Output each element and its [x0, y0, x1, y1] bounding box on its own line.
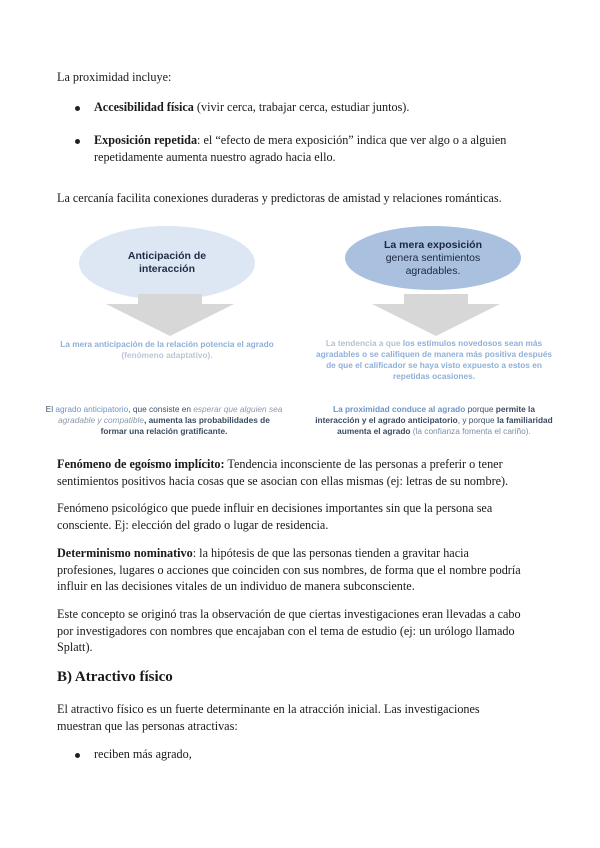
- section-heading: B) Atractivo físico: [57, 669, 173, 685]
- origin-paragraph: Este concepto se originó tras la observación de que ciertas investigaciones eran llevadas a cabo por investigadores con nombres que encajaban con el tema de estudio (ej: un urólogo llamado Splatt).: [57, 607, 521, 654]
- anticipation-bubble: [79, 226, 255, 300]
- nominative-text: : la hipótesis de que las personas tienden a gravitar hacia profesiones, lugares o acciones que coinciden con sus nombres, de forma que el nombre podría influir en las decisiones vitales de un individuo de manera subconsciente.: [57, 546, 521, 593]
- closeness-paragraph: La cercanía facilita conexiones duraderas y predictoras de amistad y relaciones románticas.: [57, 191, 502, 205]
- psych-paragraph: Fenómeno psicológico que puede influir en decisiones importantes sin que la persona sea consciente. Ej: elección del grado o lugar de residencia.: [57, 501, 493, 532]
- exposure-label: [368, 239, 498, 278]
- caption-part: los estímulos novedosos sean más agradables o se califiquen de manera más positiva después de que el calificador se haya visto expuesto a estos en repetidas ocasiones.: [315, 338, 553, 381]
- caption-part: porque: [465, 404, 496, 414]
- bullet-term: Accesibilidad física: [94, 100, 194, 114]
- bullet-text: : el “efecto de mera exposición” indica que ver algo o a alguien repetidamente aumenta nuestro agrado hacia ello.: [94, 133, 507, 164]
- nominative-paragraph: [57, 545, 527, 595]
- caption-part: La tendencia a que: [325, 338, 403, 348]
- proximity-diagram: [45, 222, 555, 448]
- egoism-paragraph: [57, 456, 527, 489]
- caption-part: permite la interacción y el agrado anticipatorio: [315, 404, 535, 425]
- caption-part: (fenómeno adaptativo).: [121, 350, 213, 360]
- exposure-label-rest: genera sentimientos agradables.: [385, 251, 481, 277]
- caption-part: , aumenta las probabilidades de formar una relación gratificante.: [100, 415, 270, 436]
- caption-part: La mera anticipación de la relación potencia el agrado: [60, 339, 274, 349]
- anticipation-caption: [53, 339, 281, 361]
- down-arrow-icon: [100, 292, 240, 338]
- bullet-dot-icon: [75, 753, 80, 758]
- caption-part: agrado anticipatorio: [55, 404, 129, 414]
- egoism-text: Tendencia inconsciente de las personas a preferir o tener sentimientos positivos hacia cosas que se asocian con ellas mismas (ej: letras de su nombre).: [57, 457, 509, 488]
- caption-part: , que consiste en: [128, 404, 194, 414]
- exposure-caption: [313, 338, 555, 382]
- bullet-dot-icon: [75, 139, 80, 144]
- caption-part: la familiaridad aumenta el agrado: [337, 415, 553, 436]
- caption-part: El: [45, 404, 56, 414]
- attractive-paragraph: El atractivo físico es un fuerte determinante en la atracción inicial. Las investigaciones muestran que las personas atractivas:: [57, 702, 480, 733]
- bullet-text: (vivir cerca, trabajar cerca, estudiar juntos).: [193, 100, 410, 114]
- bullet-text: reciben más agrado,: [94, 747, 192, 761]
- egoism-term: Fenómeno de egoísmo implícito:: [57, 457, 225, 471]
- exposure-bubble: [345, 226, 521, 290]
- caption-part: esperar que alguien sea agradable y compatible: [58, 404, 283, 425]
- intro-paragraph: La proximidad incluye:: [57, 70, 172, 84]
- list-item: [78, 746, 518, 763]
- caption-part: , y porque: [457, 415, 497, 425]
- exposure-label-bold: La mera exposición: [383, 238, 483, 251]
- nominative-term: Determinismo nominativo: [57, 546, 193, 560]
- proximity-caption: [313, 404, 555, 437]
- bullet-dot-icon: [75, 106, 80, 111]
- caption-part: (la confianza fomenta el cariño).: [410, 426, 531, 436]
- bullet-term: Exposición repetida: [94, 133, 198, 147]
- list-item: [78, 132, 518, 165]
- anticipatory-liking-caption: [45, 404, 283, 437]
- anticipation-label: Anticipación de interacción: [127, 250, 207, 275]
- list-item: [78, 99, 518, 116]
- caption-part: La proximidad conduce al agrado: [333, 404, 466, 414]
- down-arrow-icon: [366, 292, 506, 338]
